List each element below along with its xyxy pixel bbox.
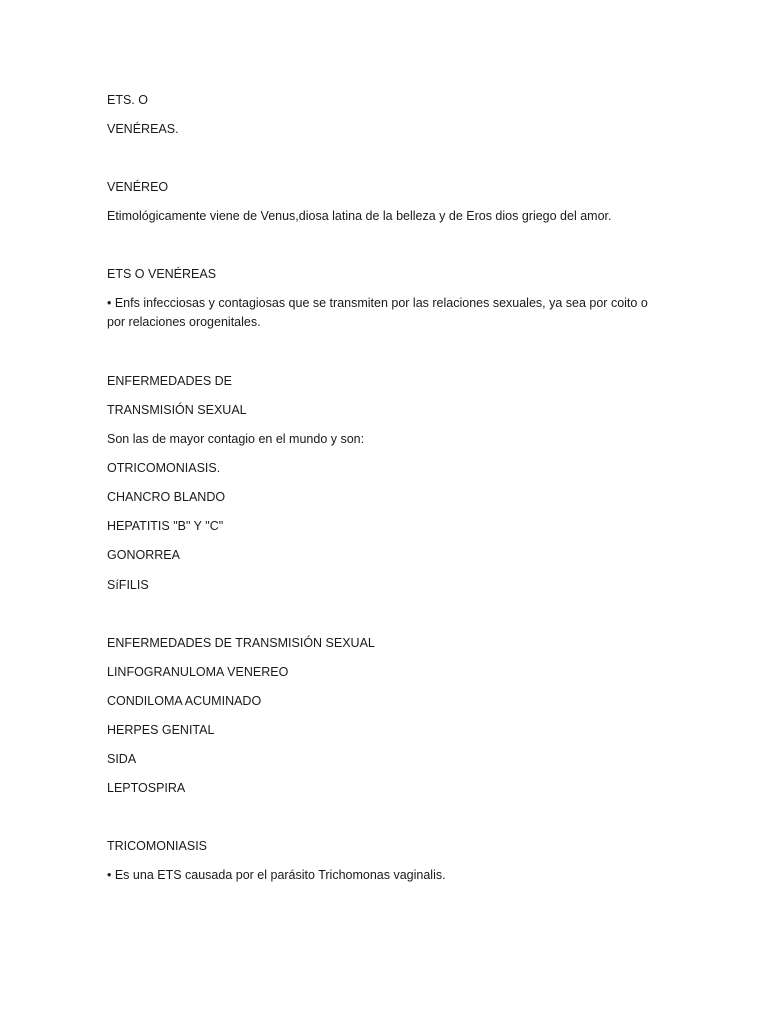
list-item: OTRICOMONIASIS. bbox=[107, 461, 221, 475]
section1-intro: Son las de mayor contagio en el mundo y son: bbox=[107, 432, 365, 446]
list-item: LINFOGRANULOMA VENEREO bbox=[107, 665, 289, 679]
section1-heading-line-2: TRANSMISIÓN SEXUAL bbox=[107, 403, 247, 417]
intro-line-2: VENÉREAS. bbox=[107, 122, 179, 136]
ets-venereas-bullet: • Enfs infecciosas y contagiosas que se transmiten por las relaciones sexuales, ya sea por coito o por relaciones orogenitales. bbox=[107, 296, 648, 329]
list-item: GONORREA bbox=[107, 548, 180, 562]
intro-line-1: ETS. O bbox=[107, 93, 148, 107]
section1-heading-line-1: ENFERMEDADES DE bbox=[107, 374, 233, 388]
list-item: SIDA bbox=[107, 752, 137, 766]
list-item: LEPTOSPIRA bbox=[107, 781, 186, 795]
tricomoniasis-heading: TRICOMONIASIS bbox=[107, 839, 208, 853]
list-item: SíFILIS bbox=[107, 578, 149, 592]
ets-venereas-heading: ETS O VENÉREAS bbox=[107, 267, 217, 281]
list-item: CHANCRO BLANDO bbox=[107, 490, 226, 504]
tricomoniasis-bullet: • Es una ETS causada por el parásito Trichomonas vaginalis. bbox=[107, 868, 446, 882]
list-item: HEPATITIS "B" Y "C" bbox=[107, 519, 224, 533]
list-item: CONDILOMA ACUMINADO bbox=[107, 694, 262, 708]
list-item: HERPES GENITAL bbox=[107, 723, 215, 737]
venereo-text: Etimológicamente viene de Venus,diosa latina de la belleza y de Eros dios griego del amor. bbox=[107, 209, 612, 223]
section2-heading: ENFERMEDADES DE TRANSMISIÓN SEXUAL bbox=[107, 636, 375, 650]
venereo-heading: VENÉREO bbox=[107, 180, 169, 194]
